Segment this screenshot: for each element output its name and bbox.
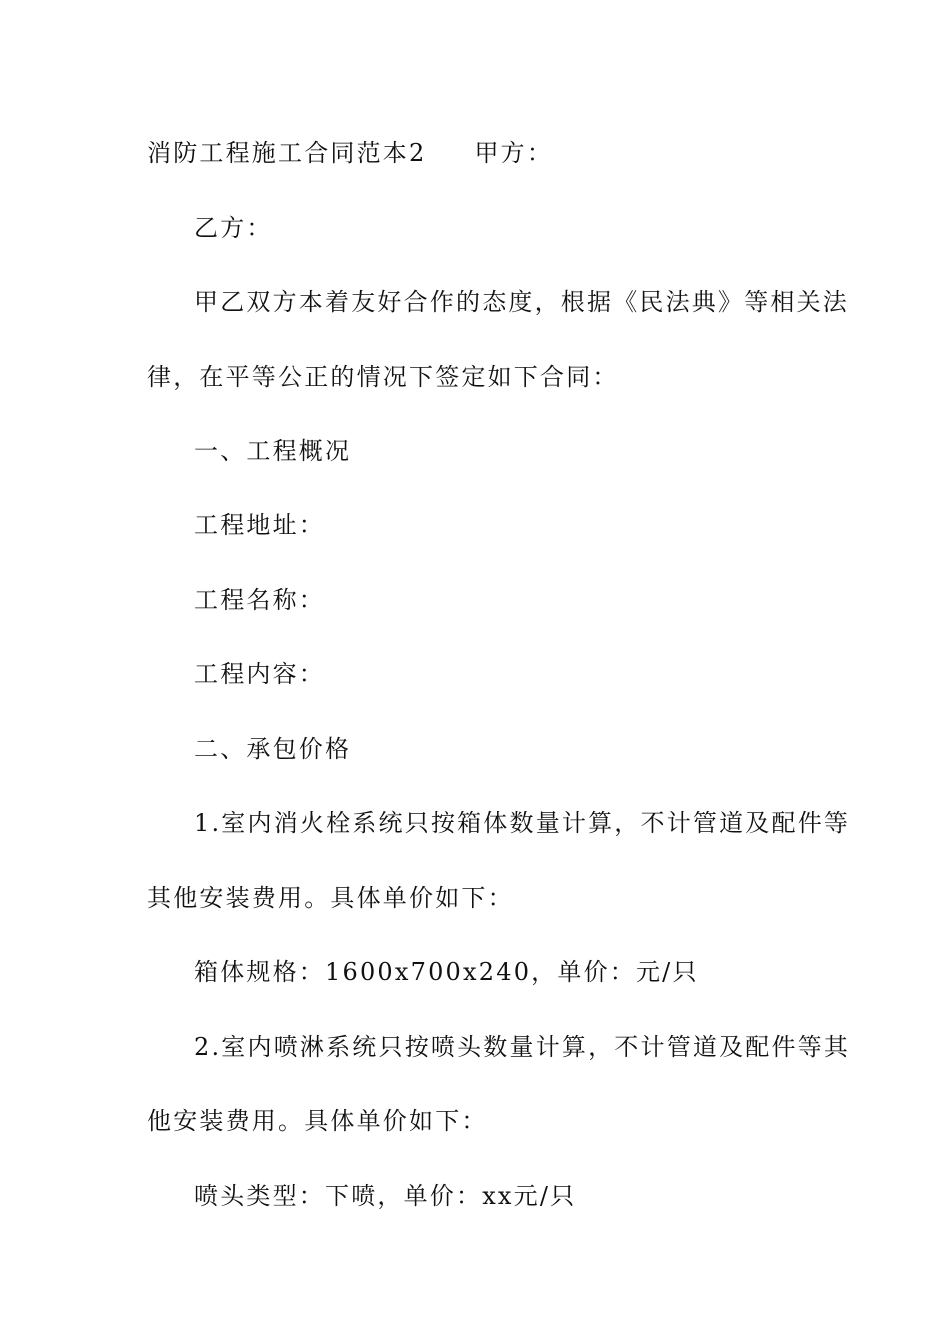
project-content-label: 工程内容： [194, 660, 325, 688]
document-title: 消防工程施工合同范本2 [147, 139, 427, 167]
project-name-label: 工程名称： [194, 586, 325, 614]
title-line [147, 138, 807, 168]
section-heading-overview: 一、工程概况 [194, 437, 352, 465]
item-2-spec: 喷头类型：下喷，单价：xx元/只 [194, 1182, 577, 1210]
item-1-line-1: 1.室内消火栓系统只按箱体数量计算，不计管道及配件等 [194, 809, 851, 837]
intro-line-2: 律，在平等公正的情况下签定如下合同： [147, 363, 619, 391]
project-address-label: 工程地址： [194, 511, 325, 539]
item-1-spec: 箱体规格：1600x700x240，单价：元/只 [194, 958, 699, 986]
party-b-label: 乙方： [194, 214, 273, 242]
intro-line-1: 甲乙双方本着友好合作的态度，根据《民法典》等相关法 [194, 288, 849, 316]
item-1-line-2: 其他安装费用。具体单价如下： [147, 884, 514, 912]
item-2-line-2: 他安装费用。具体单价如下： [147, 1107, 488, 1135]
section-heading-price: 二、承包价格 [194, 735, 352, 763]
item-2-line-1: 2.室内喷淋系统只按喷头数量计算，不计管道及配件等其 [194, 1033, 851, 1061]
party-a-label: 甲方： [474, 139, 554, 167]
